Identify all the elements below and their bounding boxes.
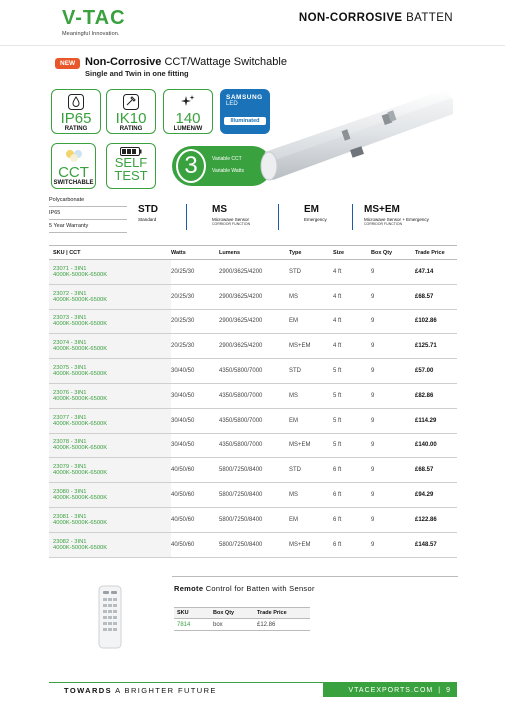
sku-cct: 4000K-5000K-6500K bbox=[53, 544, 108, 551]
table-row bbox=[49, 359, 457, 384]
mode-description: Emergency bbox=[304, 217, 327, 222]
lumens-cell: 4350/5800/7000 bbox=[219, 442, 263, 449]
column-header: SKU bbox=[177, 610, 189, 616]
box-qty-cell: 9 bbox=[371, 368, 375, 375]
table-row bbox=[49, 434, 457, 459]
box-qty-cell: 9 bbox=[371, 442, 375, 449]
logo-text: V-TAC bbox=[62, 7, 126, 29]
size-cell: 6 ft bbox=[333, 516, 342, 523]
watts-cell: 30/40/50 bbox=[171, 417, 195, 424]
mode-legend bbox=[138, 204, 458, 234]
spec-list bbox=[49, 194, 127, 233]
mode-divider bbox=[278, 204, 279, 230]
trade-price-cell: £114.29 bbox=[415, 417, 437, 424]
trade-price-cell: £102.86 bbox=[415, 318, 437, 325]
sku-cct: 4000K-5000K-6500K bbox=[53, 371, 108, 378]
sku-cell bbox=[49, 310, 171, 334]
type-cell: MS+EM bbox=[289, 442, 311, 449]
type-cell: EM bbox=[289, 318, 298, 325]
box-qty-cell: 9 bbox=[371, 467, 375, 474]
lumen-value: 140 bbox=[175, 110, 201, 127]
variable-cct-label: Variable CCT bbox=[212, 156, 242, 162]
sku-cct: 4000K-5000K-6500K bbox=[53, 271, 108, 278]
product-title-rest: CCT/Wattage Switchable bbox=[161, 56, 287, 68]
self-test-line1: SELF bbox=[114, 155, 148, 170]
sku-code: 23072 - 3IN1 bbox=[53, 290, 87, 297]
column-header: Box Qty bbox=[371, 249, 393, 256]
lumens-cell: 5800/7250/8400 bbox=[219, 492, 263, 499]
samsung-led: LED bbox=[226, 101, 238, 107]
type-cell: MS+EM bbox=[289, 343, 311, 350]
batten-product-image bbox=[255, 80, 455, 195]
lumens-cell: 5800/7250/8400 bbox=[219, 467, 263, 474]
watts-cell: 40/50/60 bbox=[171, 516, 195, 523]
sku-cell bbox=[49, 483, 171, 507]
sku-cell bbox=[49, 260, 171, 284]
self-test-line2: TEST bbox=[114, 168, 148, 183]
remote-trade-price: £12.86 bbox=[257, 621, 276, 628]
vtac-logo bbox=[62, 7, 142, 37]
footer-website-bar bbox=[323, 683, 457, 697]
box-qty-cell: 9 bbox=[371, 392, 375, 399]
size-cell: 5 ft bbox=[333, 417, 342, 424]
sku-cct: 4000K-5000K-6500K bbox=[53, 296, 108, 303]
box-qty-cell: 9 bbox=[371, 343, 375, 350]
box-qty-cell: 9 bbox=[371, 417, 375, 424]
type-cell: STD bbox=[289, 467, 301, 474]
trade-price-cell: £82.86 bbox=[415, 392, 434, 399]
column-header: Watts bbox=[171, 249, 186, 256]
sku-cell bbox=[49, 285, 171, 309]
sku-code: 23073 - 3IN1 bbox=[53, 315, 87, 322]
box-qty-cell: 9 bbox=[371, 318, 375, 325]
sparkle-icon bbox=[164, 93, 212, 111]
size-cell: 4 ft bbox=[333, 268, 342, 275]
sku-code: 23076 - 3IN1 bbox=[53, 389, 87, 396]
table-row bbox=[49, 458, 457, 483]
sku-cell bbox=[49, 434, 171, 458]
size-cell: 4 ft bbox=[333, 293, 342, 300]
watts-cell: 40/50/60 bbox=[171, 492, 195, 499]
remote-table bbox=[174, 607, 310, 631]
samsung-illuminated: Illuminated bbox=[224, 117, 266, 125]
spec-item: IP65 bbox=[49, 207, 127, 220]
table-body bbox=[49, 260, 457, 558]
sku-code: 23075 - 3IN1 bbox=[53, 365, 87, 372]
box-qty-cell: 9 bbox=[371, 492, 375, 499]
product-title-bold: Non-Corrosive bbox=[85, 56, 162, 68]
trade-price-cell: £57.00 bbox=[415, 368, 434, 375]
remote-box-qty: box bbox=[213, 621, 223, 628]
box-qty-cell: 9 bbox=[371, 516, 375, 523]
size-cell: 6 ft bbox=[333, 467, 342, 474]
size-cell: 5 ft bbox=[333, 442, 342, 449]
type-cell: STD bbox=[289, 268, 301, 275]
table-row bbox=[49, 260, 457, 285]
mode-name: MS bbox=[212, 204, 227, 215]
column-header: Trade Price bbox=[257, 610, 287, 616]
sku-cell bbox=[49, 533, 171, 557]
sku-cell bbox=[49, 359, 171, 383]
table-row bbox=[49, 334, 457, 359]
watts-cell: 30/40/50 bbox=[171, 368, 195, 375]
trade-price-cell: £68.57 bbox=[415, 293, 434, 300]
sku-cell bbox=[49, 334, 171, 358]
lumens-cell: 4350/5800/7000 bbox=[219, 417, 263, 424]
mode-divider bbox=[352, 204, 353, 230]
column-header: SKU | CCT bbox=[53, 249, 81, 256]
size-cell: 6 ft bbox=[333, 492, 342, 499]
column-header: Box Qty bbox=[213, 610, 235, 616]
column-header: Size bbox=[333, 249, 345, 256]
document-title bbox=[299, 12, 453, 24]
size-cell: 4 ft bbox=[333, 343, 342, 350]
watts-cell: 40/50/60 bbox=[171, 467, 195, 474]
watts-cell: 40/50/60 bbox=[171, 541, 195, 548]
sku-code: 23082 - 3IN1 bbox=[53, 538, 87, 545]
self-test-badge bbox=[106, 143, 156, 189]
footer-slogan-bold: TOWARDS bbox=[64, 686, 112, 695]
page-header bbox=[0, 0, 505, 46]
column-header: Lumens bbox=[219, 249, 241, 256]
sku-cell bbox=[49, 384, 171, 408]
mode-description: Microwave Sensor bbox=[212, 217, 250, 222]
samsung-name: SAMSUNG bbox=[226, 94, 263, 101]
lumens-cell: 2900/3625/4200 bbox=[219, 343, 263, 350]
sku-cct: 4000K-5000K-6500K bbox=[53, 346, 108, 353]
sku-code: 23078 - 3IN1 bbox=[53, 439, 87, 446]
sku-cell bbox=[49, 458, 171, 482]
sku-code: 23079 - 3IN1 bbox=[53, 464, 87, 471]
watts-cell: 30/40/50 bbox=[171, 392, 195, 399]
type-cell: MS+EM bbox=[289, 541, 311, 548]
sku-cell bbox=[49, 409, 171, 433]
trade-price-cell: £140.00 bbox=[415, 442, 437, 449]
sku-cct: 4000K-5000K-6500K bbox=[53, 519, 108, 526]
page-number: 9 bbox=[446, 686, 451, 694]
watts-cell: 20/25/30 bbox=[171, 268, 195, 275]
mode-description: Standard bbox=[138, 217, 157, 222]
type-cell: EM bbox=[289, 516, 298, 523]
lumen-badge bbox=[163, 89, 213, 134]
mode-subdescription: CORRIDOR FUNCTION bbox=[212, 222, 251, 226]
sku-code: 23080 - 3IN1 bbox=[53, 489, 87, 496]
sku-code: 23074 - 3IN1 bbox=[53, 340, 87, 347]
lumens-cell: 5800/7250/8400 bbox=[219, 516, 263, 523]
remote-section-title bbox=[174, 584, 315, 593]
lumens-cell: 2900/3625/4200 bbox=[219, 318, 263, 325]
remote-title-bold: Remote bbox=[174, 584, 204, 593]
product-subtitle: Single and Twin in one fitting bbox=[85, 69, 189, 78]
column-header: Type bbox=[289, 249, 302, 256]
remote-sku: 7814 bbox=[177, 621, 191, 628]
mode-subdescription: CORRIDOR FUNCTION bbox=[364, 222, 403, 226]
lumens-cell: 2900/3625/4200 bbox=[219, 293, 263, 300]
ik10-badge bbox=[106, 89, 156, 134]
remote-title-rest: Control for Batten with Sensor bbox=[203, 584, 315, 593]
variable-watts-label: Variable Watts bbox=[212, 168, 244, 174]
footer-slogan bbox=[64, 686, 217, 695]
remote-control-image bbox=[94, 585, 126, 649]
mode-description: Microwave Sensor + Emergency bbox=[364, 217, 429, 222]
trade-price-cell: £47.14 bbox=[415, 268, 434, 275]
type-cell: MS bbox=[289, 293, 298, 300]
table-row bbox=[49, 483, 457, 508]
spec-item: 5 Year Warranty bbox=[49, 220, 127, 233]
sku-cct: 4000K-5000K-6500K bbox=[53, 321, 108, 328]
type-cell: MS bbox=[289, 392, 298, 399]
sku-cct: 4000K-5000K-6500K bbox=[53, 470, 108, 477]
watts-cell: 20/25/30 bbox=[171, 293, 195, 300]
box-qty-cell: 9 bbox=[371, 541, 375, 548]
trade-price-cell: £68.57 bbox=[415, 467, 434, 474]
table-row bbox=[49, 533, 457, 558]
cct-value: CCT bbox=[58, 164, 89, 181]
ik10-label: RATING bbox=[119, 126, 143, 132]
mode-name: MS+EM bbox=[364, 204, 400, 215]
sku-cell bbox=[49, 508, 171, 532]
watts-cell: 20/25/30 bbox=[171, 343, 195, 350]
cct-badge bbox=[51, 143, 96, 189]
sku-cct: 4000K-5000K-6500K bbox=[53, 420, 108, 427]
sku-code: 23081 - 3IN1 bbox=[53, 513, 87, 520]
lumen-label: LUMEN/W bbox=[173, 126, 203, 132]
lumens-cell: 2900/3625/4200 bbox=[219, 268, 263, 275]
mode-name: STD bbox=[138, 204, 158, 215]
box-qty-cell: 9 bbox=[371, 268, 375, 275]
size-cell: 5 ft bbox=[333, 392, 342, 399]
column-header: Trade Price bbox=[415, 249, 445, 256]
document-title-rest: BATTEN bbox=[402, 12, 453, 24]
table-row bbox=[174, 619, 310, 631]
mode-divider bbox=[186, 204, 187, 230]
website-link[interactable]: VTACEXPORTS.COM bbox=[348, 686, 434, 694]
lumens-cell: 5800/7250/8400 bbox=[219, 541, 263, 548]
ip65-value: IP65 bbox=[60, 110, 92, 127]
sku-code: 23077 - 3IN1 bbox=[53, 414, 87, 421]
sku-code: 23071 - 3IN1 bbox=[53, 265, 87, 272]
trade-price-cell: £148.57 bbox=[415, 541, 437, 548]
table-row bbox=[49, 310, 457, 335]
ik10-value: IK10 bbox=[115, 110, 147, 127]
new-badge: NEW bbox=[55, 58, 80, 69]
type-cell: EM bbox=[289, 417, 298, 424]
product-table bbox=[49, 245, 457, 558]
table-row bbox=[49, 285, 457, 310]
logo-tagline: Meaningful Innovation. bbox=[62, 31, 120, 37]
cct-label: SWITCHABLE bbox=[53, 180, 94, 186]
footer-separator: | bbox=[438, 686, 442, 694]
size-cell: 6 ft bbox=[333, 541, 342, 548]
trade-price-cell: £125.71 bbox=[415, 343, 437, 350]
watts-cell: 20/25/30 bbox=[171, 318, 195, 325]
watts-cell: 30/40/50 bbox=[171, 442, 195, 449]
mode-name: EM bbox=[304, 204, 319, 215]
trade-price-cell: £94.29 bbox=[415, 492, 434, 499]
spec-item: Polycarbonate bbox=[49, 194, 127, 207]
water-drop-icon bbox=[52, 93, 100, 111]
lumens-cell: 4350/5800/7000 bbox=[219, 392, 263, 399]
table-header bbox=[49, 245, 457, 260]
table-row bbox=[49, 508, 457, 533]
document-title-bold: NON-CORROSIVE bbox=[298, 12, 403, 24]
mode-std bbox=[138, 204, 158, 222]
sku-cct: 4000K-5000K-6500K bbox=[53, 445, 108, 452]
type-cell: MS bbox=[289, 492, 298, 499]
type-cell: STD bbox=[289, 368, 301, 375]
mode-ms-em bbox=[364, 204, 429, 226]
color-dots-icon bbox=[52, 147, 95, 165]
sku-cct: 4000K-5000K-6500K bbox=[53, 495, 108, 502]
lumens-cell: 4350/5800/7000 bbox=[219, 368, 263, 375]
product-title bbox=[85, 56, 287, 68]
remote-divider bbox=[172, 576, 458, 577]
ip65-label: RATING bbox=[64, 126, 88, 132]
box-qty-cell: 9 bbox=[371, 293, 375, 300]
mode-ms bbox=[212, 204, 250, 226]
ip65-badge bbox=[51, 89, 101, 134]
table-row bbox=[49, 409, 457, 434]
remote-table-header bbox=[174, 607, 310, 619]
size-cell: 4 ft bbox=[333, 318, 342, 325]
impact-hammer-icon bbox=[107, 93, 155, 111]
three-way-number: 3 bbox=[176, 149, 206, 183]
footer-slogan-rest: A BRIGHTER FUTURE bbox=[112, 686, 217, 695]
table-row bbox=[49, 384, 457, 409]
sku-cct: 4000K-5000K-6500K bbox=[53, 395, 108, 402]
size-cell: 5 ft bbox=[333, 368, 342, 375]
trade-price-cell: £122.86 bbox=[415, 516, 437, 523]
mode-em bbox=[304, 204, 327, 222]
